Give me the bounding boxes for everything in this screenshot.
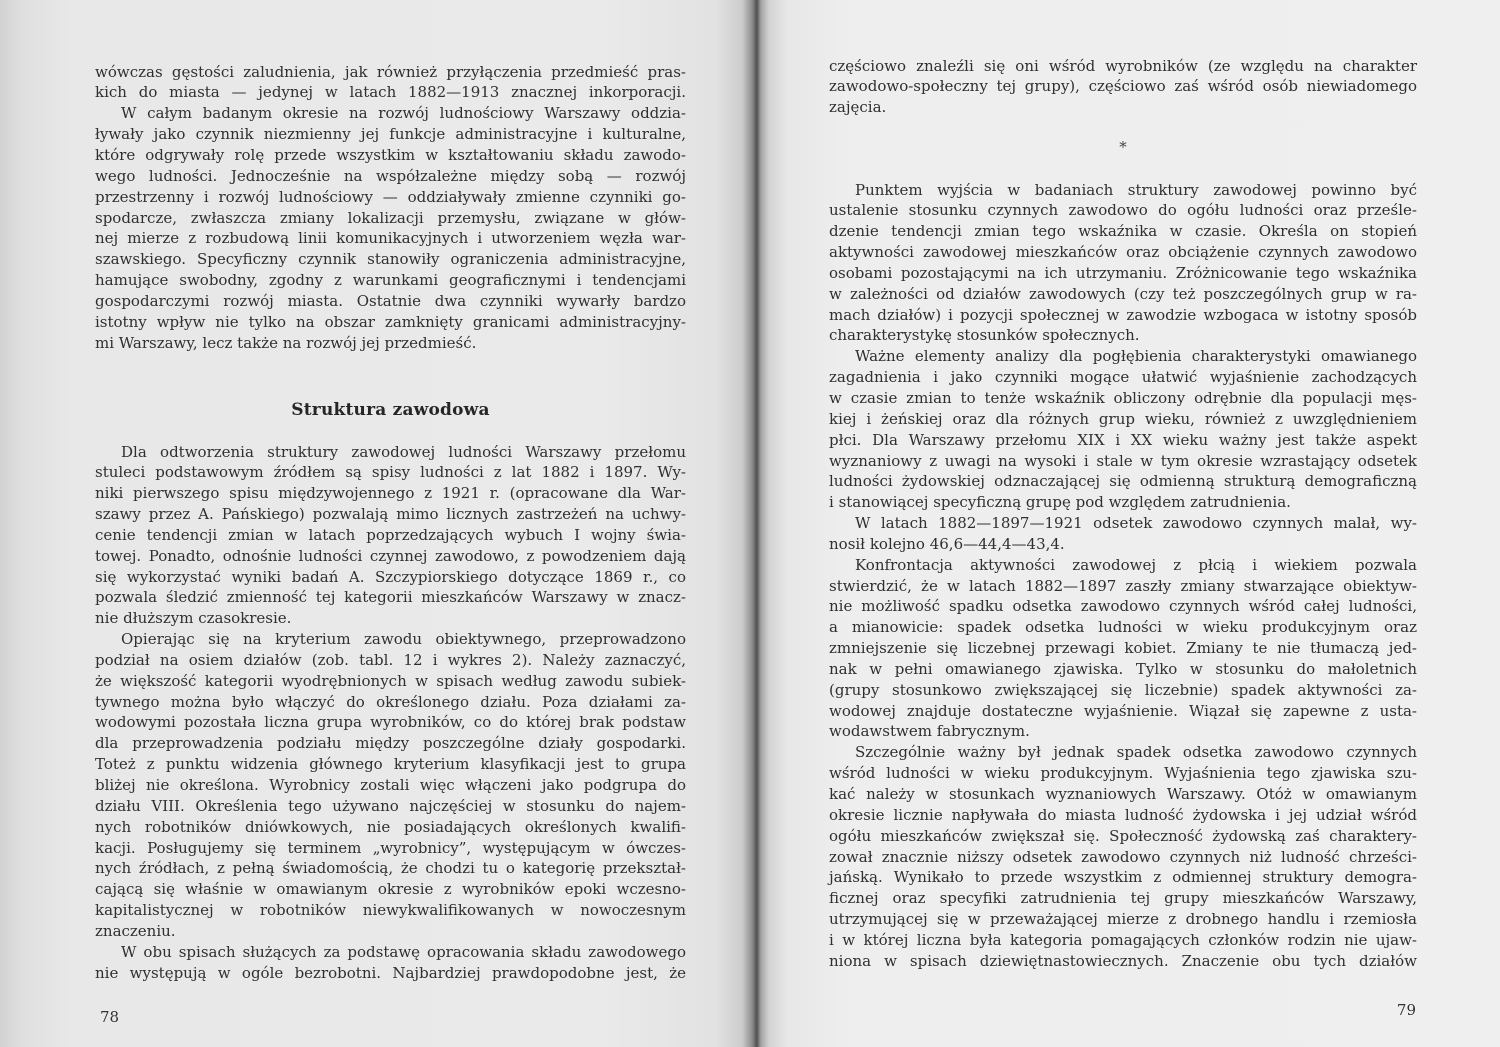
text-line: zajęcia. (829, 98, 887, 117)
text-line: tywnego można było włączyć do określonego działu. Poza działami za- (95, 692, 686, 711)
paragraph (829, 56, 1417, 119)
text-line: kiej i żeńskiej oraz dla różnych grup wieku, również z uwzględnieniem (829, 409, 1417, 428)
text-line: ludności żydowskiej odznaczającej się odmienną strukturą demograficzną (829, 472, 1417, 491)
paragraph (95, 442, 686, 630)
text-line: a mianowicie: spadek odsetka ludności w wieku produkcyjnym oraz (829, 618, 1417, 637)
text-line: wodowymi pozostała liczna grupa wyrobników, co do której brak podstaw (95, 713, 686, 732)
paragraph (829, 513, 1417, 555)
text-line: spodarcze, zwłaszcza zmiany lokalizacji przemysłu, związane w głów- (95, 208, 686, 227)
text-line: nak w pełni omawianego zjawiska. Tylko w stosunku do małoletnich (829, 659, 1417, 678)
text-line: wodawstwem fabrycznym. (829, 722, 1030, 741)
text-line: Konfrontacja aktywności zawodowej z płcią i wiekiem pozwala (855, 555, 1417, 574)
text-line: i w której liczna była kategoria pomagających członków rodzin nie ujaw- (829, 930, 1417, 949)
text-line: zmniejszenie się liczebnej przewagi kobiet. Zmiany te nie tłumaczą jed- (829, 639, 1417, 658)
paragraph (95, 62, 686, 104)
text-line: Dla odtworzenia struktury zawodowej ludności Warszawy przełomu (121, 442, 686, 461)
text-line: szawskiego. Specyficzny czynnik stanowiły ograniczenia administracyjne, (95, 250, 686, 269)
text-line: kapitalistycznej w robotników niewykwalifikowanych w nowoczesnym (95, 901, 686, 920)
paragraph-group (829, 56, 1417, 119)
text-line: osobami pozostającymi na ich utrzymaniu. Zróżnicowanie tego wskaźnika (829, 263, 1417, 282)
text-line: wśród ludności w wieku produkcyjnym. Wyjaśnienia tego zjawiska szu- (829, 764, 1417, 783)
text-line: że większość kategorii wyodrębnionych w spisach według zawodu subiek- (95, 671, 686, 690)
text-line: nej mierze z rozbudową linii komunikacyjnych i utworzeniem węzła war- (95, 229, 686, 248)
paragraph (95, 629, 686, 942)
text-line: W całym badanym okresie na rozwój ludnościowy Warszawy oddzia- (121, 104, 686, 123)
text-line: mach działów) i pozycji społecznej w zawodzie wzbogaca w istotny sposób (829, 305, 1417, 324)
text-line: utrzymującej się w przeważającej mierze z drobnego handlu i rzemiosła (829, 910, 1417, 929)
text-line: płci. Dla Warszawy przełomu XIX i XX wieku ważny jest także aspekt (829, 430, 1417, 449)
paragraph (829, 346, 1417, 513)
text-line: w zależności od działów zawodowych (czy też poszczególnych grup w ra- (829, 284, 1417, 303)
text-line: towej. Ponadto, odnośnie ludności czynnej zawodowo, z powodzeniem dają (95, 546, 686, 565)
text-line: pozwala śledzić zmienność tej kategorii mieszkańców Warszawy w znacz- (95, 588, 686, 607)
text-line: kać należy w stosunkach wyznaniowych Warszawy. Otóż w omawianym (829, 785, 1417, 804)
text-line: jańską. Wynikało to przede wszystkim z odmiennej struktury demogra- (829, 868, 1417, 887)
text-line: nie występują w ogóle bezrobotni. Najbardziej prawdopodobne jest, że (95, 963, 686, 982)
text-line: stwierdzić, że w latach 1882—1897 zaszły zmiany stwarzające obiektyw- (829, 576, 1417, 595)
text-line: dla przeprowadzenia podziału między poszczególne działy gospodarki. (95, 734, 686, 753)
paragraph (95, 942, 686, 984)
text-line: wówczas gęstości zaludnienia, jak również przyłączenia przedmieść pras- (95, 62, 686, 81)
text-line: istotny wpływ nie tylko na obszar zamknięty granicami administracyjny- (95, 312, 686, 331)
text-line: bliżej nie określona. Wyrobnicy zostali więc włączeni jako podgrupa do (95, 776, 686, 794)
text-line: Punktem wyjścia w badaniach struktury zawodowej powinno być (855, 180, 1417, 199)
text-line: gospodarczymi rozwój miasta. Ostatnie dwa czynniki wywarły bardzo (95, 291, 686, 310)
text-line: okresie licznie napływała do miasta ludność żydowska i jej udział wśród (829, 805, 1417, 824)
paragraph (829, 180, 1417, 347)
paragraph-group (95, 442, 686, 984)
paragraph (829, 555, 1417, 743)
page-number-right: 79 (1396, 1001, 1416, 1019)
text-line: (grupy stosunkowo zwiększającej się liczebnie) spadek aktywności za- (829, 680, 1417, 699)
text-line: kich do miasta — jedynej w latach 1882—1913 znacznej inkorporacji. (95, 83, 686, 102)
text-line: W latach 1882—1897—1921 odsetek zawodowo czynnych malał, wy- (855, 514, 1417, 533)
text-line: zował znacznie niższy odsetek zawodowo czynnych niż ludność chrześci- (829, 847, 1417, 866)
text-line: przestrzenny i rozwój ludnościowy — oddziaływały zmienne czynniki go- (95, 187, 686, 206)
text-line: ływały jako czynnik niezmienny jej funkcje administracyjne i kulturalne, (95, 125, 686, 144)
text-line: stuleci podstawowym źródłem są spisy ludności z lat 1882 i 1897. Wy- (95, 463, 686, 482)
text-line: które odgrywały rolę przede wszystkim w kształtowaniu składu zawodo- (95, 145, 686, 164)
paragraph (95, 103, 686, 353)
text-line: szawy przez A. Pańskiego) pozwalają mimo licznych zastrzeżeń na uchwy- (95, 505, 686, 524)
text-line: hamujące swobodny, zgodny z warunkami geograficznymi i tendencjami (95, 271, 686, 290)
text-line: mi Warszawy, lecz także na rozwój jej przedmieść. (95, 333, 477, 352)
page-number-left: 78 (100, 1008, 120, 1026)
text-line: cającą się właśnie w omawianym okresie z wyrobników epoki wczesno- (95, 880, 686, 899)
text-line: dzenie tendencji zmian tego wskaźnika w czasie. Określa on stopień (829, 222, 1417, 241)
text-line: nych robotników dniówkowych, nie posiadających określonych kwalifi- (95, 817, 686, 836)
text-line: Toteż z punktu widzenia głównego kryterium klasyfikacji jest to grupa (95, 755, 686, 774)
text-line: częściowo znaleźli się oni wśród wyrobników (ze względu na charakter (829, 56, 1417, 75)
text-line: wodowej znajduje dostateczne wyjaśnienie. Wiązał się zapewne z usta- (829, 701, 1417, 720)
left-page-text-block (95, 62, 686, 984)
text-line: znaczeniu. (95, 921, 176, 940)
text-line: zagadnienia i jako czynniki mogące ułatwić wyjaśnienie zachodzących (829, 368, 1417, 387)
text-line: podział na osiem działów (zob. tabl. 12 i wykres 2). Należy zaznaczyć, (95, 650, 686, 669)
text-line: nie możliwość spadku odsetka zawodowo czynnych wśród całej ludności, (829, 597, 1417, 616)
text-line: kacji. Posługujemy się terminem „wyrobnicy”, występującym w ówczes- (95, 838, 686, 857)
text-line: w czasie zmian to tenże wskaźnik obliczony odrębnie dla populacji męs- (829, 388, 1417, 407)
section-heading: Struktura zawodowa (291, 399, 490, 420)
section-separator-asterisk: * (1119, 137, 1127, 156)
text-line: wyznaniowy z uwagi na wysoki i stale w tym okresie wzrastający odsetek (829, 451, 1417, 470)
text-line: się wykorzystać wyniki badań A. Szczypiorskiego dotyczące 1869 r., co (95, 567, 686, 586)
text-line: nych źródłach, z pełną świadomością, że chodzi tu o kategorię przekształ- (95, 859, 686, 878)
text-line: W obu spisach służących za podstawę opracowania składu zawodowego (121, 942, 686, 961)
text-line: nie dłuższym czasokresie. (95, 609, 292, 628)
right-page-text-block (829, 56, 1417, 972)
text-line: nosił kolejno 46,6—44,4—43,4. (829, 534, 1065, 553)
text-line: ficznej oraz specyfiki zatrudnienia tej grupy mieszkańców Warszawy, (829, 889, 1417, 908)
text-line: Opierając się na kryterium zawodu obiektywnego, przeprowadzono (121, 630, 686, 649)
paragraph-group (95, 62, 686, 354)
text-line: wego ludności. Jednocześnie na współzależne między sobą — rozwój (95, 166, 686, 185)
paragraph-group (829, 180, 1417, 972)
text-line: zawodowo-społeczny tej grupy), częściowo zaś wśród osób niewiadomego (829, 77, 1417, 96)
text-line: charakterystykę stosunków społecznych. (829, 326, 1140, 345)
paragraph (829, 742, 1417, 971)
text-line: i stanowiącej specyficzną grupę pod względem zatrudnienia. (829, 493, 1291, 512)
text-line: ogółu mieszkańców zwiększał się. Społeczność żydowską zaś charaktery- (829, 826, 1417, 845)
text-line: ustalenie stosunku czynnych zawodowo do ogółu ludności oraz prześle- (829, 201, 1417, 220)
text-line: działu VIII. Określenia tego używano najczęściej w stosunku do najem- (95, 796, 686, 815)
text-line: Ważne elementy analizy dla pogłębienia charakterystyki omawianego (855, 347, 1417, 366)
text-line: aktywności zawodowej mieszkańców oraz obciążenie czynnych zawodowo (829, 243, 1417, 262)
text-line: cenie tendencji zmian w latach poprzedzających wybuch I wojny świa- (95, 525, 686, 544)
text-line: niona w spisach dziewiętnastowiecznych. Znaczenie obu tych działów (829, 951, 1417, 970)
text-line: niki pierwszego spisu międzywojennego z 1921 r. (opracowane dla War- (95, 484, 686, 503)
text-line: Szczególnie ważny był jednak spadek odsetka zawodowo czynnych (855, 743, 1417, 762)
